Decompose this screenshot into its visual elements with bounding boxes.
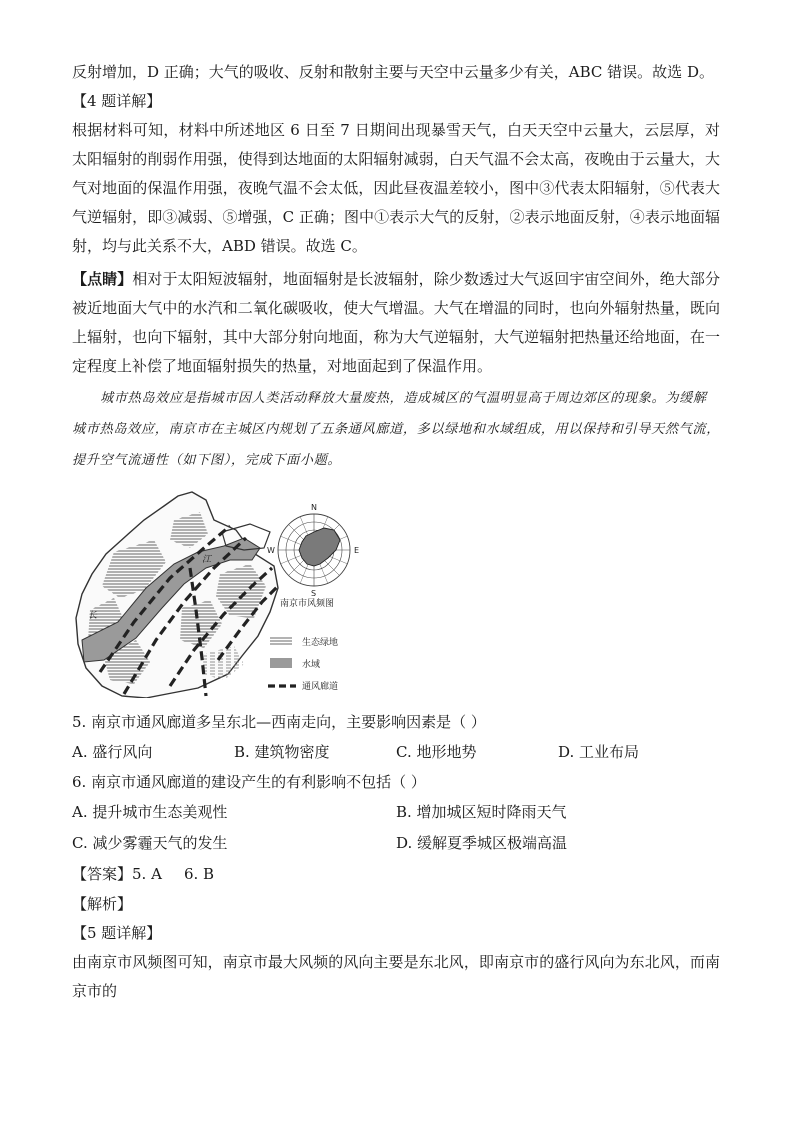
analysis-label: 【解析】 [72, 895, 133, 913]
map-legend [268, 636, 338, 692]
compass-n: N [311, 503, 317, 512]
legend-swatch-water [270, 658, 292, 668]
paragraph-key-point [72, 265, 720, 381]
compass-e: E [354, 546, 360, 555]
legend-swatch-green [270, 636, 292, 646]
q6-option-d: D. 缓解夏季城区极端高温 [396, 834, 568, 852]
material-paragraph: 城市热岛效应是指城市因人类活动释放大量废热，造成城区的气温明显高于周边郊区的现象。为缓解城市热岛效应，南京市在主城区内规划了五条通风廊道，多以绿地和水域组成，用以保持和引导天然气流，提升空气流通性（如下图），完成下面小题。 [72, 391, 721, 468]
nanjing-ventilation-figure [74, 490, 374, 698]
key-point-label: 【点睛】 [72, 270, 133, 288]
q6-option-a: A. 提升城市生态美观性 [72, 803, 228, 821]
legend-label-green: 生态绿地 [302, 638, 339, 648]
q5-option-d: D. 工业布局 [558, 743, 640, 761]
legend-label-water: 水域 [302, 660, 321, 670]
question-6-options-row1 [72, 797, 720, 828]
q5-option-a: A. 盛行风向 [72, 743, 153, 761]
answer-label: 【答案】 [72, 865, 133, 883]
wind-frequency-shape [299, 528, 340, 566]
river-label: 江 [202, 555, 212, 565]
heading-q5-detail: 【5 题详解】 [72, 924, 162, 942]
compass-w: W [267, 546, 275, 555]
q5-option-c: C. 地形地势 [396, 743, 477, 761]
wind-rose-caption: 南京市风频图 [280, 599, 335, 609]
q6-option-c: C. 减少雾霾天气的发生 [72, 834, 228, 852]
city-label: 长 [88, 611, 98, 621]
key-point-text: 相对于太阳短波辐射，地面辐射是长波辐射，除少数透过大气返回宇宙空间外，绝大部分被近地面大气中的水汽和二氧化碳吸收，使大气增温。大气在增温的同时，也向外辐射热量，既向上辐射，也向下辐射，其中大部分射向地面，称为大气逆辐射，大气逆辐射把热量还给地面，在一定程度上补偿了地面辐射损失的热量，对地面起到了保温作用。 [72, 270, 720, 375]
q6-option-b: B. 增加城区短时降雨天气 [396, 803, 567, 821]
question-6-options-row2 [72, 828, 720, 859]
document-page [72, 58, 720, 1006]
question-5-stem: 5. 南京市通风廊道多呈东北—西南走向，主要影响因素是（ ） [72, 713, 486, 731]
paragraph-q4-explanation: 根据材料可知，材料中所述地区 6 日至 7 日期间出现暴雪天气，白天天空中云量大，云层厚，对太阳辐射的削弱作用强，使得到达地面的太阳辐射减弱，白天气温不会太高，夜晚由于云量大，大气对地面的保温作用强，夜晚气温不会太低，因此昼夜温差较小，图中③代表太阳辐射，⑤代表大气逆辐射，即③减弱、⑤增强，C 正确；图中①表示大气的反射，②表示地面反射，④表示地面辐射，均与此关系不大，ABD 错误。故选 C。 [72, 121, 720, 255]
wind-frequency-rose [267, 503, 359, 598]
legend-label-corridor: 通风廊道 [302, 682, 339, 692]
question-6-stem: 6. 南京市通风廊道的建设产生的有利影响不包括（ ） [72, 773, 426, 791]
answer-5: 5. A [132, 865, 162, 883]
compass-s: S [311, 589, 317, 598]
answer-line [72, 859, 720, 890]
q5-option-b: B. 建筑物密度 [234, 743, 330, 761]
paragraph-q5-explanation: 由南京市风频图可知，南京市最大风频的风向主要是东北风，即南京市的盛行风向为东北风，而南京市的 [72, 953, 720, 1000]
paragraph-answer-3-end: 反射增加，D 正确；大气的吸收、反射和散射主要与天空中云量多少有关，ABC 错误。故选 D。 [72, 63, 714, 81]
figure-svg [74, 490, 374, 698]
heading-q4-detail: 【4 题详解】 [72, 92, 162, 110]
question-5-options [72, 737, 720, 768]
answer-6: 6. B [183, 865, 215, 883]
